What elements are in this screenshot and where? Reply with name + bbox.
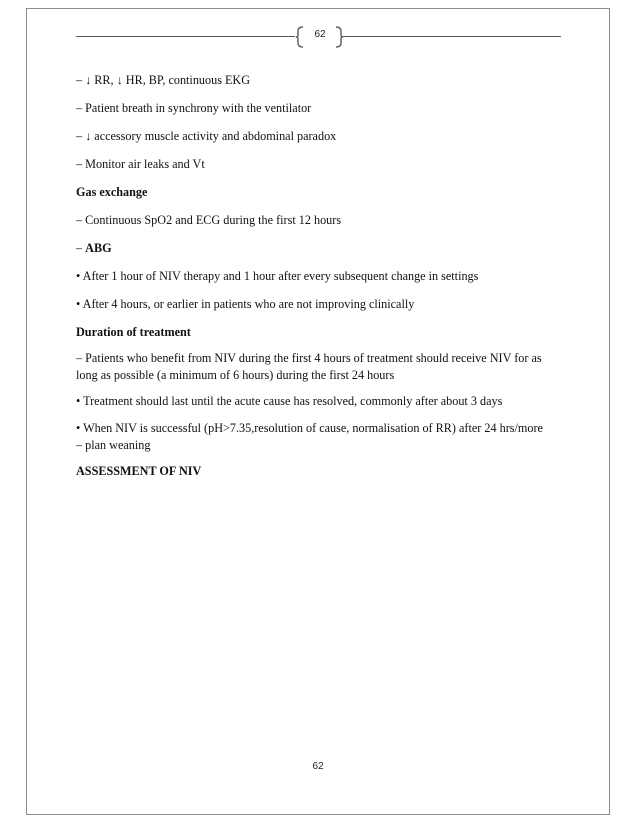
text-line: long as possible (a minimum of 6 hours) during the first 24 hours [76,368,395,382]
abg-prefix: – [76,241,86,255]
text-line: – plan weaning [76,438,151,452]
text-line: – Monitor air leaks and Vt [76,157,205,171]
text-line: – Patients who benefit from NIV during the first 4 hours of treatment should receive NIV for as [76,351,542,365]
header-rule-right [343,36,561,37]
header-rule-left [76,36,295,37]
header-page-number: 62 [314,29,326,40]
section-heading-gas-exchange: Gas exchange [76,185,148,199]
bullet-item: • When NIV is successful (pH>7.35,resolution of cause, normalisation of RR) after 24 hrs/more [76,421,543,435]
text-line: – ↓ RR, ↓ HR, BP, continuous EKG [76,73,251,87]
text-line: – Continuous SpO2 and ECG during the first 12 hours [76,213,342,227]
bullet-item: • Treatment should last until the acute cause has resolved, commonly after about 3 days [76,394,503,408]
text-line: – ↓ accessory muscle activity and abdominal paradox [76,129,337,143]
section-heading-duration: Duration of treatment [76,325,191,339]
section-heading-assessment: ASSESSMENT OF NIV [76,464,202,478]
text-line: – Patient breath in synchrony with the ventilator [76,101,312,115]
abg-line [76,240,112,257]
bullet-item: • After 4 hours, or earlier in patients who are not improving clinically [76,297,415,311]
footer-page-number: 62 [312,761,324,772]
bullet-item: • After 1 hour of NIV therapy and 1 hour after every subsequent change in settings [76,269,479,283]
abg-label: ABG [85,241,112,255]
